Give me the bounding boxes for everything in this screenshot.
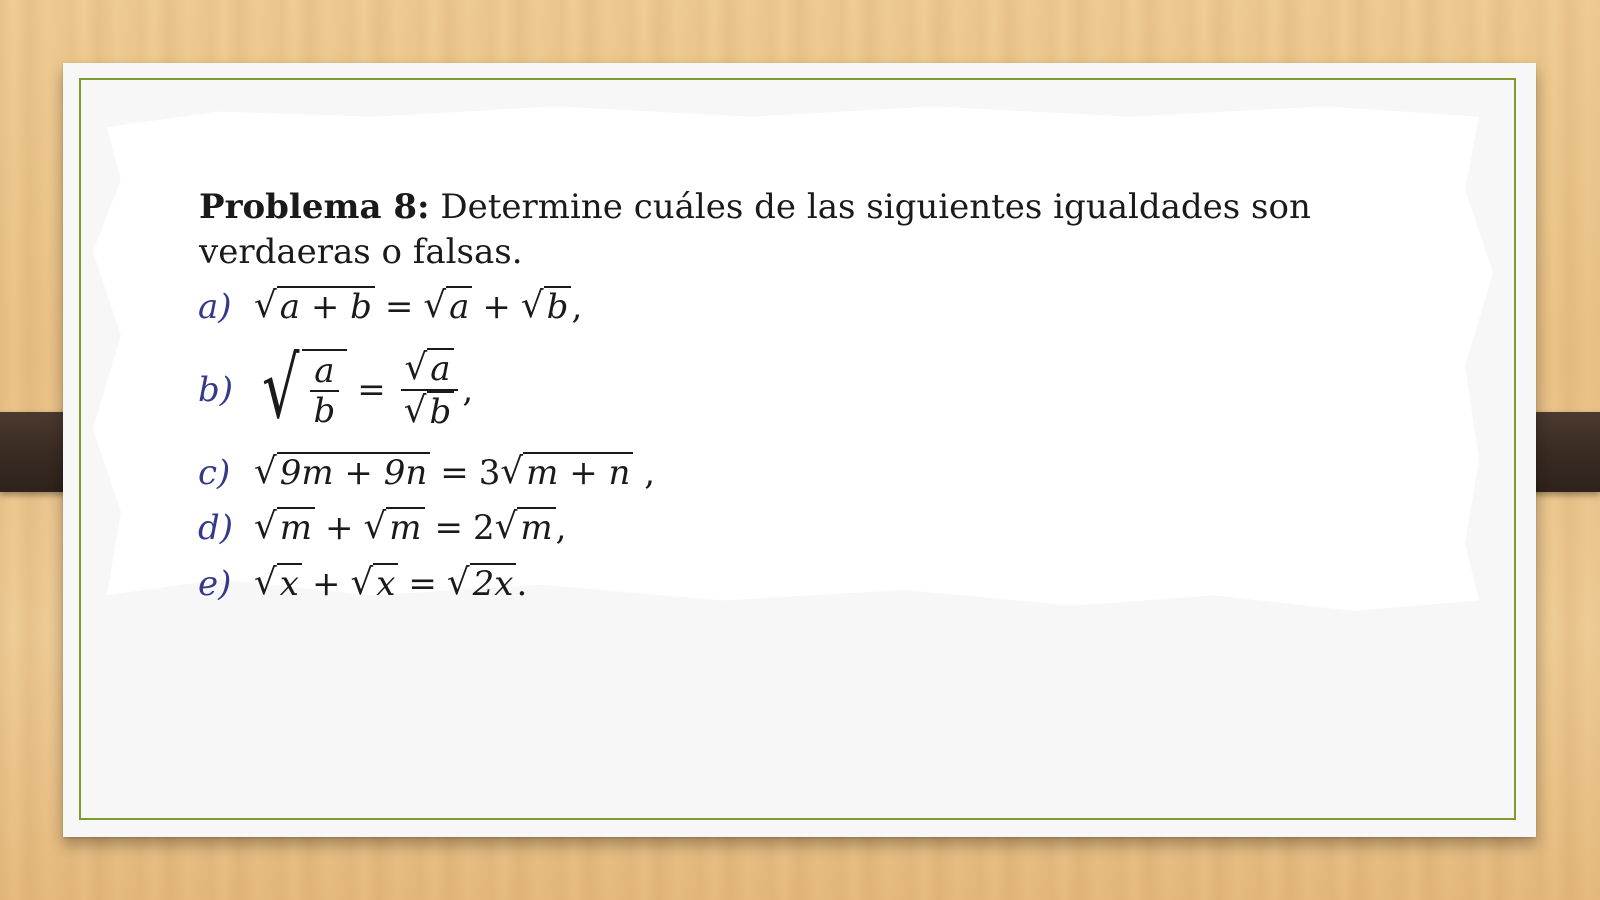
equation [254,338,474,437]
equation-item-c [198,452,655,493]
item-label: e) [198,563,232,604]
punctuation: , [571,286,583,327]
item-label: b) [198,370,234,411]
radicand: b [427,391,455,432]
item-label: c) [198,452,231,493]
denominator: b [313,391,336,432]
square-root: √ 9m + 9n [254,452,430,493]
radicand: m [517,507,555,548]
equation [254,452,655,493]
equals-sign: = [434,507,463,548]
square-root: √ m [364,507,425,548]
fraction [310,350,340,432]
plus-sign: + [311,563,341,604]
radicand: x [373,563,398,604]
square-root: √ m [495,507,556,548]
radicand: a [427,348,453,389]
equation [254,286,582,327]
radicand: m + n [523,452,633,493]
punctuation: , [555,507,567,548]
square-root: √ a + b [254,286,375,327]
equation-item-b [198,338,474,437]
square-root: √ a [423,286,472,327]
equation-item-e [198,563,527,604]
equals-sign: = [408,563,437,604]
problem-text: Determine cuáles de las siguientes igualdades son verdaeras o falsas. [199,187,1311,272]
radicand: x [277,563,302,604]
problem-heading: Problema 8: [199,187,430,227]
coefficient: 2 [473,507,495,548]
equation [254,507,566,548]
square-root: √ m [254,507,315,548]
radicand: m [386,507,424,548]
radicand: b [544,286,572,327]
radicand: a [446,286,472,327]
radicand: a + b [277,286,375,327]
square-root: √ $\frac{a}{b}$ [254,349,347,431]
equals-sign: = [384,286,414,327]
item-label: d) [198,507,234,548]
square-root: √ m + n [500,452,633,493]
equation-item-d [198,507,566,548]
numerator: a [310,353,338,392]
punctuation: , [633,452,656,493]
coefficient: 3 [478,452,501,493]
punctuation: . [516,563,528,604]
plus-sign: + [325,507,354,548]
square-root: √ x [254,563,302,604]
equation-item-a [198,286,582,327]
square-root: √ b [521,286,572,327]
square-root: √ x [350,563,398,604]
radicand: m [277,507,315,548]
equals-sign: = [357,370,386,411]
item-label: a) [198,286,232,327]
equals-sign: = [440,452,469,493]
square-root: √ 2x [447,563,517,604]
radicand: 9m + 9n [277,452,431,493]
problem-statement [199,185,1449,275]
plus-sign: + [482,286,511,327]
punctuation: , [462,370,474,411]
radicand: 2x [470,563,517,604]
fraction: √ a √ b [400,348,459,432]
equation [254,563,527,604]
